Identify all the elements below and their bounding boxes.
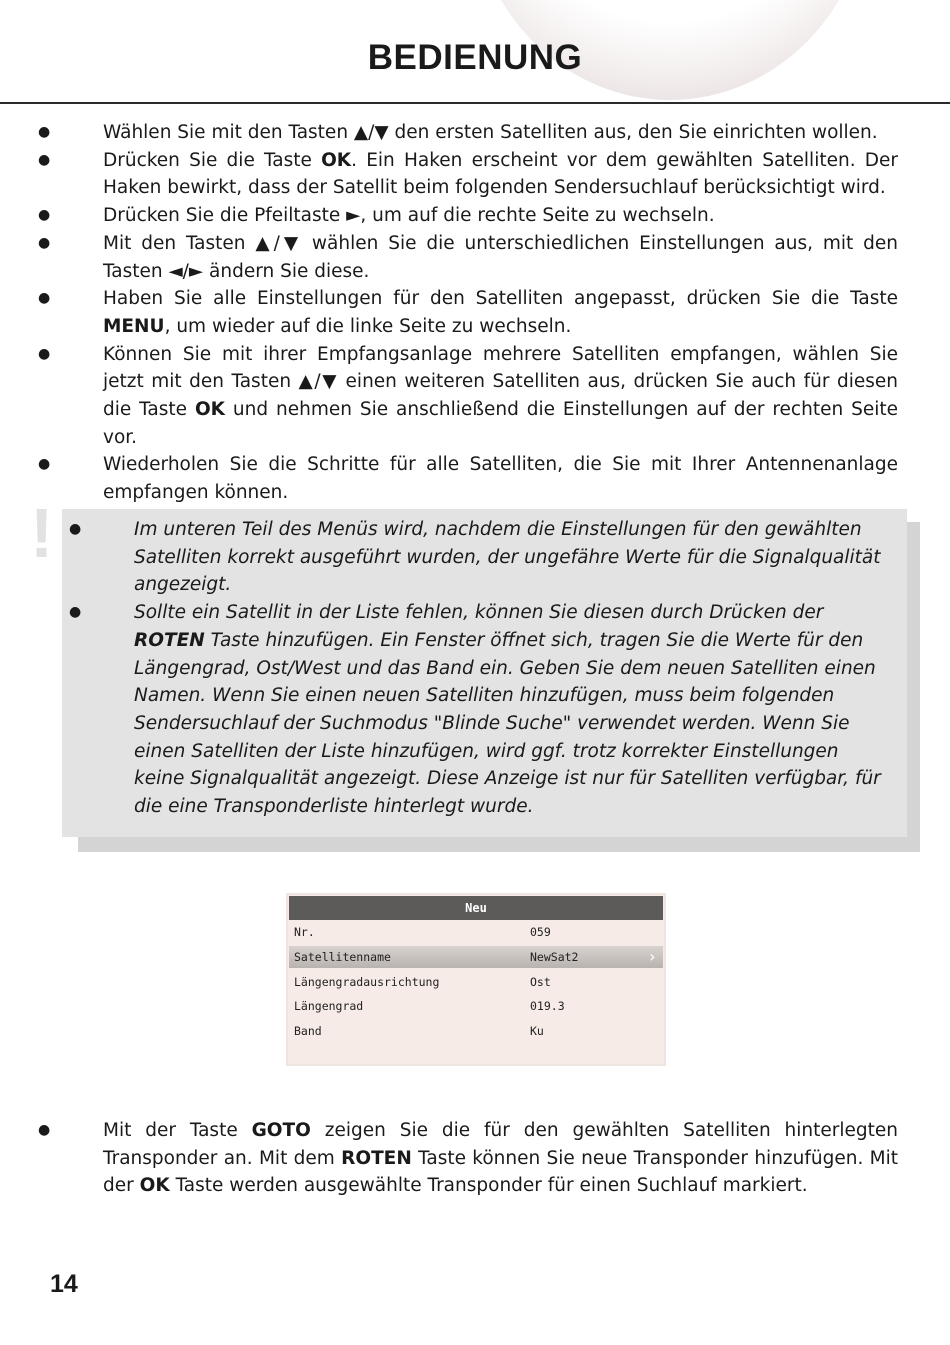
bullet-icon: ● [38, 345, 51, 362]
osd-row-value: 059 [530, 925, 551, 939]
osd-row-longitude-direction[interactable] [289, 971, 663, 993]
instruction-list [30, 119, 898, 507]
list-item: ● Mit der Taste GOTO zeigen Sie die für den gewählten Satelliten hinterlegten Transponder an. Mit dem ROTEN Taste können Sie neue Transponder hinzufügen. Mit der OK Taste werden ausgewählte Transponder für einen Suchlauf markiert. [30, 1117, 898, 1200]
bullet-icon: ● [38, 124, 51, 140]
list-item: ● Haben Sie alle Einstellungen für den Satelliten angepasst, drücken Sie die Taste MENU, um wieder auf die linke Seite zu wechseln. [30, 285, 898, 340]
osd-row-band[interactable] [289, 1020, 663, 1042]
note-item: ● Sollte ein Satellit in der Liste fehlen, können Sie diesen durch Drücken der ROTEN Taste hinzufügen. Ein Fenster öffnet sich, tragen Sie die Werte für den Längengrad, Ost/West und das Band ein. Geben Sie dem neuen Satelliten einen Namen. Wenn Sie einen neuen Satelliten hinzufügen, muss beim folgenden Sendersuchlauf der Suchmodus "Blinde Suche" verwendet werden. Wenn Sie einen Satelliten der Liste hinzufügen, wird ggf. trotz korrekter Einstellungen keine Signalqualität angezeigt. Diese Anzeige ist nur für Satelliten verfügbar, für die eine Transponderliste hinterlegt wurde. [62, 599, 892, 821]
list-item: ● Wiederholen Sie die Schritte für alle Satelliten, die Sie mit Ihrer Antennenanlage empfangen können. [30, 451, 898, 506]
osd-row-value: Ost [530, 975, 551, 989]
bullet-icon: ● [38, 290, 51, 307]
list-item: ● Drücken Sie die Pfeiltaste ►, um auf die rechte Seite zu wechseln. [30, 202, 898, 230]
bullet-icon: ● [38, 1122, 51, 1138]
osd-row-label: Längengrad [294, 999, 364, 1013]
key-label: OK [194, 399, 225, 421]
key-label: GOTO [251, 1120, 311, 1141]
osd-row-label: Längengradausrichtung [294, 975, 440, 989]
list-item: ● Mit den Tasten ▲/▼ wählen Sie die unterschiedlichen Einstellungen aus, mit den Tasten ◄/► ändern Sie diese. [30, 230, 898, 285]
bullet-icon: ● [38, 234, 51, 251]
bullet-icon: ● [38, 456, 51, 473]
bullet-icon: ● [69, 521, 82, 537]
key-label: ROTEN [134, 629, 205, 651]
list-item: ● Wählen Sie mit den Tasten ▲/▼ den ersten Satelliten aus, den Sie einrichten wollen. [30, 119, 898, 147]
key-label: OK [321, 149, 352, 171]
osd-row-label: Nr. [294, 925, 315, 939]
bullet-icon: ● [38, 207, 51, 224]
osd-row-label: Satellitenname [294, 950, 391, 964]
osd-row-satellite-name[interactable] [289, 946, 663, 968]
title-divider [0, 102, 950, 104]
osd-row-value: 019.3 [530, 999, 565, 1013]
exclamation-icon: ! [30, 494, 54, 572]
page-title: BEDIENUNG [367, 38, 583, 77]
page-number: 14 [50, 1270, 78, 1298]
osd-row-longitude[interactable] [289, 995, 663, 1017]
osd-row-number[interactable] [289, 921, 663, 943]
bullet-icon: ● [69, 604, 82, 621]
osd-row-value: Ku [530, 1024, 544, 1038]
bullet-icon: ● [38, 151, 51, 168]
osd-row-value: NewSat2 [530, 950, 579, 964]
note-list [62, 516, 892, 821]
key-label: MENU [103, 315, 165, 337]
chevron-right-icon: › [647, 947, 657, 966]
note-item: ● Im unteren Teil des Menüs wird, nachdem die Einstellungen für den gewählten Satelliten korrekt ausgeführt wurden, der ungefähre Werte für die Signalqualität angezeigt. [62, 516, 892, 599]
osd-new-satellite-dialog [286, 893, 666, 1066]
osd-title: Neu [289, 896, 663, 920]
list-item: ● Können Sie mit ihrer Empfangsanlage mehrere Satelliten empfangen, wählen Sie jetzt mit den Tasten ▲/▼ einen weiteren Satelliten aus, drücken Sie auch für diesen die Taste OK und nehmen Sie anschließend die Einstellungen auf der rechten Seite vor. [30, 341, 898, 452]
osd-row-label: Band [294, 1024, 322, 1038]
goto-instruction [30, 1117, 898, 1200]
list-item: ● Drücken Sie die Taste OK. Ein Haken erscheint vor dem gewählten Satelliten. Der Haken bewirkt, dass der Satellit beim folgenden Sendersuchlauf berücksichtigt wird. [30, 147, 898, 202]
key-label: OK [139, 1175, 170, 1197]
key-label: ROTEN [341, 1147, 412, 1169]
